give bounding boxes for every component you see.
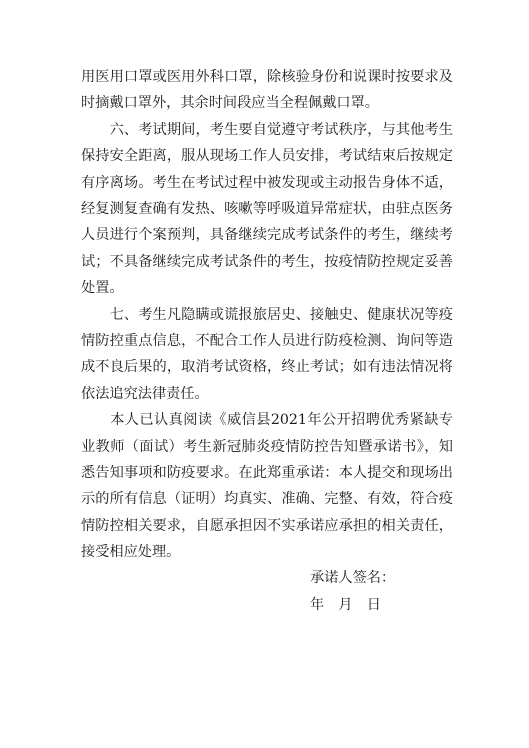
- text-line: 示的所有信息（证明）均真实、准确、完整、有效，符合疫: [81, 491, 453, 507]
- text-line: 接受相应处理。: [81, 544, 181, 560]
- text-line: 有序离场。考生在考试过程中被发现或主动报告身体不适，: [81, 175, 453, 191]
- text-line: 业教师（面试）考生新冠肺炎疫情防控告知暨承诺书》，知: [81, 439, 453, 455]
- signature-date: 年 月 日: [310, 597, 381, 613]
- text-line: 试；不具备继续完成考试条件的考生，按疫情防控规定妥善: [81, 254, 453, 270]
- text-line: 七、考生凡隐瞒或谎报旅居史、接触史、健康状况等疫: [81, 307, 453, 323]
- text-line: 情防控重点信息，不配合工作人员进行防疫检测、询问等造: [81, 333, 453, 349]
- text-line: 六、考试期间，考生要自觉遵守考试秩序，与其他考生: [81, 122, 453, 138]
- text-line: 本人已认真阅读《威信县2021年公开招聘优秀紧缺专: [81, 412, 453, 428]
- signature-label: 承诺人签名：: [310, 570, 396, 586]
- text-line: 依法追究法律责任。: [81, 386, 209, 402]
- text-line: 保持安全距离，服从现场工作人员安排，考试结束后按规定: [81, 148, 453, 164]
- text-line: 经复测复查确有发热、咳嗽等呼吸道异常症状，由驻点医务: [81, 201, 453, 217]
- text-line: 用医用口罩或医用外科口罩，除核验身份和说课时按要求及: [81, 69, 453, 85]
- text-line: 处置。: [81, 280, 124, 296]
- text-line: 成不良后果的，取消考试资格，终止考试；如有违法情况将: [81, 359, 453, 375]
- text-line: 人员进行个案预判，具备继续完成考试条件的考生，继续考: [81, 227, 453, 243]
- text-line: 悉告知事项和防疫要求。在此郑重承诺：本人提交和现场出: [81, 465, 453, 481]
- text-line: 情防控相关要求，自愿承担因不实承诺应承担的相关责任，: [81, 518, 453, 534]
- text-line: 时摘戴口罩外，其余时间段应当全程佩戴口罩。: [81, 95, 379, 111]
